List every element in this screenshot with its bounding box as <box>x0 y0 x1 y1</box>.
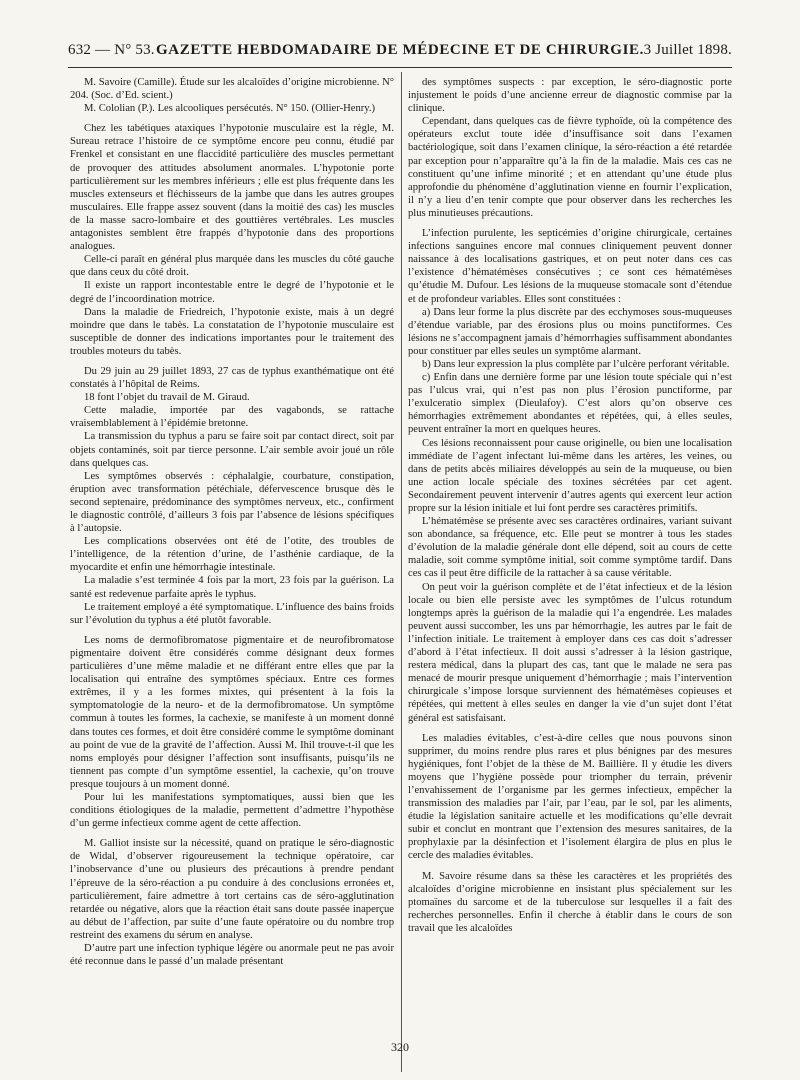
paragraph: Il existe un rapport incontestable entre le degré de l’hypotonie et le degré de l’incoordination motrice. <box>70 280 394 305</box>
paragraph: Les noms de dermofibromatose pigmentaire et de neurofibromatose pigmentaire doivent être considérés comme désignant deux formes particulières d’une même maladie et ne différant entre elles que par la localisation qui entraîne des symptômes spéciaux. Entre ces formes extrêmes, il y a les formes mixtes, qui présentent à la fois la symptomatologie de la neuro- et de la dermofibromatose. Un symptôme commun à toutes les formes, la cachexie, se manifeste à un moment donné dans toutes ces formes, et doit être considéré comme le symptôme dominant au point de vue de la gravité de l’affection. Aussi M. Ihil trouve-t-il que les noms employés pour désigner l’affection sont insuffisants, puisqu’ils ne tiennent pas compte d’un symptôme essentiel, la cachexie, qu’on trouve presque toujours à un moment donné. <box>70 634 394 790</box>
paragraph: La transmission du typhus a paru se faire soit par contact direct, soit par objets contaminés, soit par tierce personne. L’air semble avoir joué un rôle dans quelques cas. <box>70 431 394 469</box>
header-rule <box>68 67 732 68</box>
paragraph: Les maladies évitables, c’est-à-dire celles que nous pouvons sinon supprimer, du moins rendre plus rares et plus bénignes par des mesures hygiéniques, font l’objet de la thèse de M. Baillière. Il y étudie les divers moyens que l’hygiène possède pour triompher du terrain, prévenir l’envahissement de l’organisme par les germes infectieux, empêcher la transmission des maladies par l’air, par l’eau, par le sol, par les aliments, étudie la législation sanitaire actuelle et les modifications qu’elle devrait subir et conclut en montrant que l’extension des mesures sanitaires, de la prophylaxie par la désinfection et l’isolement élargira de plus en plus le cercle des maladies évitables. <box>408 732 732 862</box>
paragraph: M. Savoire résume dans sa thèse les caractères et les propriétés des alcaloïdes d’origine microbienne en insistant plus spécialement sur les ptomaïnes du sarcome et de la tuberculose sur lesquelles il a fait des recherches personnelles. Enfin il cherche à établir dans le cours de son travail que les alcaloïdes <box>408 870 732 934</box>
paragraph: Ces lésions reconnaissent pour cause originelle, ou bien une localisation immédiate de l’agent infectant lui-même dans les artères, les veines, ou dans de petits abcès miliaires développés au sein de la muqueuse, ou bien une action locale spéciale des toxines sécrétées par cet agent. Secondairement peuvent intervenir d’autres agents qui exercent leur action propre sur la lésion initiale et lui font perdre ses caractères primitifs. <box>408 437 732 514</box>
paragraph: Les complications observées ont été de l’otite, des troubles de l’intelligence, de la rétention d’urine, de l’asthénie cardiaque, de la myocardite et enfin une hémorrhagie intestinale. <box>70 536 394 574</box>
paragraph: M. Savoire (Camille). Étude sur les alcaloïdes d’origine microbienne. N° 204. (Soc. d’Ed. scient.) <box>70 77 394 102</box>
paragraph: L’hématémèse se présente avec ses caractères ordinaires, variant suivant son abondance, sa fréquence, etc. Elle peut se montrer à tous les stades d’évolution de la maladie générale dont elle dépend, soit au cours de cette maladie, soit comme symptôme initial, soit comme symptôme tardif. Dans ces cas il peut être difficile de la rattacher à sa cause véritable. <box>408 516 732 580</box>
paragraph-gap <box>70 358 394 365</box>
paragraph: Pour lui les manifestations symptomatiques, aussi bien que les conditions étiologiques de la maladie, permettent d’admettre l’hypothèse d’un germe infectieux comme agent de cette affection. <box>70 791 394 830</box>
page-number: 632 — N° 53. <box>68 42 155 58</box>
paragraph: a) Dans leur forme la plus discrète par des ecchymoses sous-muqueuses d’étendue variable, par des érosions plus ou moins punctiformes. Ces lésions ne s’accompagnent jamais d’hémorrhagies suffisamment abondantes pour constituer par elles seules un symptôme alarmant. <box>408 306 732 357</box>
paragraph: La maladie s’est terminée 4 fois par la mort, 23 fois par la guérison. La santé est redevenue parfaite après le typhus. <box>70 575 394 600</box>
paragraph: Cependant, dans quelques cas de fièvre typhoïde, où la compétence des opérateurs exclut toute idée d’insuffisance soit dans l’examen bactériologique, soit dans l’examen clinique, la séro-réaction a été retardée par exception pour n’apparaître qu’à la fin de la maladie. Mais ces cas ne constituent qu’une infime minorité ; et en attendant qu’une étude plus approfondie du phénomène d’agglutination vienne en fournir l’explication, il n’y a lieu d’en tenir compte que pour observer dans les recherches les plus minutieuses précautions. <box>408 116 732 219</box>
paragraph: Les symptômes observés : céphalalgie, courbature, constipation, éruption avec transformation pétéchiale, défervescence brusque dès le second septenaire, prédominance des symptômes nerveux, etc., confirment le diagnostic contrôlé, d’ailleurs 3 fois par l’absence de lésions spécifiques à l’autopsie. <box>70 470 394 535</box>
paragraph: 18 font l’objet du travail de M. Giraud. <box>84 392 250 404</box>
paragraph-gap <box>408 220 732 227</box>
page-folio: 320 <box>391 1040 409 1054</box>
paragraph: b) Dans leur expression la plus complète par l’ulcère perforant véritable. <box>422 358 730 370</box>
paragraph: Dans la maladie de Friedreich, l’hypotonie existe, mais à un degré moindre que dans le tabès. La constatation de l’hypotonie musculaire est susceptible de donner des indications importantes pour le traitement des troubles moteurs du tabès. <box>70 306 394 357</box>
paragraph: Du 29 juin au 29 juillet 1893, 27 cas de typhus exanthématique ont été constatés à l’hôpital de Reims. <box>70 365 394 391</box>
paragraph: Chez les tabétiques ataxiques l’hypotonie musculaire est la règle, M. Sureau retrace l’histoire de ce symptôme encore peu connu, étudié par Frenkel et consistant en une flaccidité particulière des muscles permettant de provoquer des attitudes absolument anormales. L’hypotonie porte particulièrement sur les membres inférieurs ; elle est plus fréquente dans les muscles extenseurs et fléchisseurs de la jambe que dans les autres groupes musculaires. Elle frappe assez souvent (dans la moitié des cas) les muscles de la masse sacro-lombaire et des gouttières vertébrales. Les muscles antagonistes semblent être frappés d’hypotonie dans des proportions analogues. <box>70 123 394 253</box>
paragraph: On peut voir la guérison complète et de l’état infectieux et de la lésion locale ou bien elle persiste avec les symptômes de l’ulcus rotundum longtemps après la guérison de la maladie qui l’a engendrée. Les malades peuvent aussi succomber, les uns par hémorrhagie, les autres par le fait de l’infection initiale. Le traitement à employer dans ces cas doit s’adresser d’abord à l’état infectieux. Il doit aussi s’adresser à la lésion gastrique, restera médical, dans la plupart des cas, tant que le malade ne sera pas menacé de mourir presque uniquement d’hémorrhagie ; mais l’intervention chirurgicale s’impose lorsque surviennent des hématémèses copieuses et répétées, qui mettent à elles seules en danger la vie d’un sujet dont l’état général est satisfaisant. <box>408 581 732 724</box>
paragraph: Le traitement employé a été symptomatique. L’influence des bains froids sur l’évolution du typhus a été plutôt favorable. <box>70 601 394 626</box>
paragraph-gap <box>408 725 732 732</box>
paragraph: M. Galliot insiste sur la nécessité, quand on pratique le séro-diagnostic de Widal, d’observer rigoureusement la technique opératoire, car l’inobservance d’une ou plusieurs des précautions à prendre pendant l’épreuve de la séro-réaction a pu conduire à des conclusions erronées et, particulièrement, faire admettre à tort certains cas de séro-agglutination retardée ou négative, alors que la réaction était sans doute passée inaperçue au début de l’affection, par suite d’une faute opératoire ou du nombre trop restreint des examens du sérum en analyse. <box>70 838 394 941</box>
paragraph-gap <box>70 627 394 634</box>
journal-title: GAZETTE HEBDOMADAIRE DE MÉDECINE ET DE CHIRURGIE. <box>156 42 644 58</box>
running-header <box>68 38 732 66</box>
left-column <box>70 76 394 968</box>
paragraph: L’infection purulente, les septicémies d’origine chirurgicale, certaines infections sanguines encore mal connues cliniquement peuvent donner naissance à des localisations gastriques, et on peut noter dans ces cas l’existence d’hématémèses consécutives ; ce sont ces hématémèses qu’étudie M. Dufour. Les lésions de la muqueuse stomacale sont d’étendue et de profondeur variables. Elles sont constituées : <box>408 228 732 305</box>
paragraph-gap <box>408 863 732 870</box>
paragraph: c) Enfin dans une dernière forme par une lésion toute spéciale qui n’est pas l’ulcus vrai, qui n’est pas non plus l’érosion punctiforme, par l’exulceratio simplex (Dieulafoy). C’est alors qu’on observe ces hémorrhagies extrêmement abondantes et répétées, qui, à elles seules, peuvent entraîner la mort en quelques heures. <box>408 372 732 436</box>
right-column <box>408 76 732 935</box>
column-separator <box>401 72 402 1072</box>
paragraph: M. Cololian (P.). Les alcooliques persécutés. N° 150. (Ollier-Henry.) <box>84 103 376 115</box>
paragraph: D’autre part une infection typhique légère ou anormale peut ne pas avoir été reconnue dans le passé d’un malade présentant <box>70 943 394 968</box>
paragraph-gap <box>70 830 394 837</box>
paragraph-gap <box>70 115 394 122</box>
issue-date: 3 Juillet 1898. <box>643 42 732 58</box>
paragraph: Celle-ci paraît en général plus marquée dans les muscles du côté gauche que dans ceux du côté droit. <box>70 254 394 279</box>
paragraph: Cette maladie, importée par des vagabonds, se rattache vraisemblablement à l’épidémie bretonne. <box>70 405 394 430</box>
paragraph: des symptômes suspects : par exception, le séro-diagnostic porte injustement le poids d’une ancienne erreur de diagnostic commise par la clinique. <box>408 77 732 115</box>
